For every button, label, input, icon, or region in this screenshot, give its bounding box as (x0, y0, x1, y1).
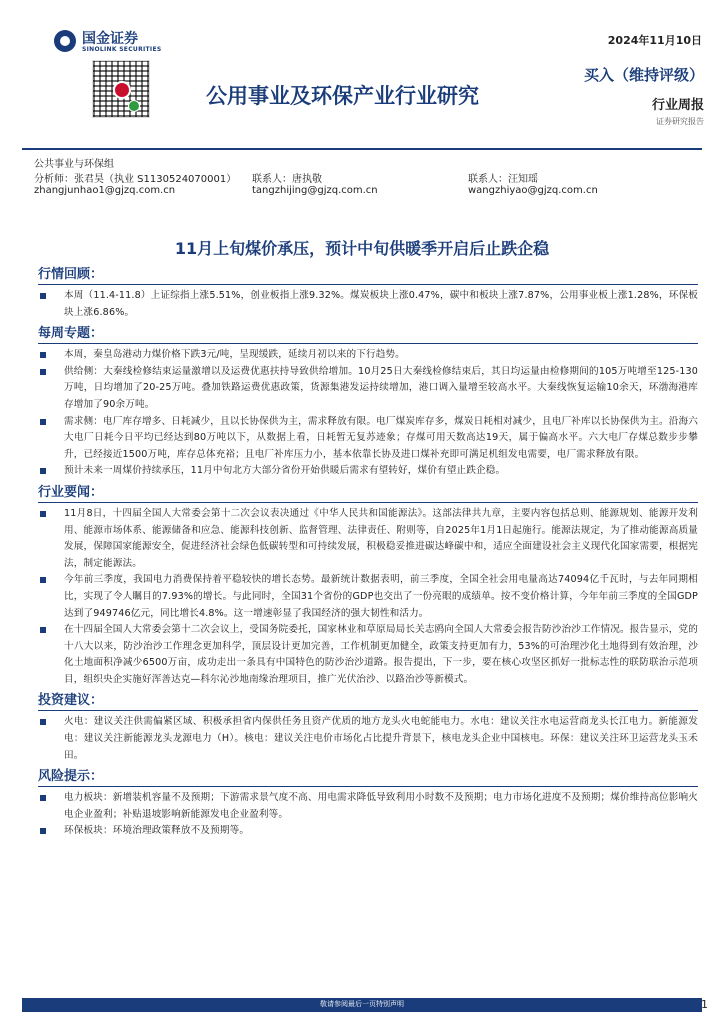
section (38, 483, 698, 689)
section (38, 265, 698, 321)
bullet-icon (40, 627, 46, 633)
bullet-icon (40, 468, 46, 474)
list-item-text: 环保板块：环境治理政策释放不及预期等。 (64, 825, 250, 837)
list-item (38, 823, 698, 840)
list-item-text: 今年前三季度，我国电力消费保持着平稳较快的增长态势。最新统计数据表明，前三季度，全国全社会用电量高达74094亿千瓦时，与去年同期相比，实现了令人瞩目的7.93%的增长。与此同时，全国31个省份的GDP也交出了一份亮眼的成绩单。按不变价格计算，今年年前三季度的全国GDP达到了949746亿元，同比增长4.8%。这一增速彰显了我国经济的强大韧性和活力。 (64, 574, 698, 619)
bullet-icon (40, 719, 46, 725)
report-date: 2024年11月10日 (607, 34, 702, 47)
analyst-3-email[interactable]: wangzhiyao@gjzq.com.cn (468, 185, 598, 196)
list-item (38, 572, 698, 622)
header-divider (22, 148, 702, 150)
bullet-icon (40, 369, 46, 375)
section-heading: 行业要闻： (38, 483, 698, 503)
analyst-2: 联系人：唐执敬 (252, 174, 322, 185)
list-item-text: 11月8日，十四届全国人大常委会第十二次会议表决通过《中华人民共和国能源法》。这部法律共九章，主要内容包括总则、能源规划、能源开发利用、能源市场体系、能源储备和应急、能源科技创新、监督管理、法律责任、附则等，自2025年1月1日起施行。能源法规定，为了推动能源高质量发展，保障国家能源安全，促进经济社会绿色低碳转型和可持续发展，积极稳妥推进碳达峰碳中和，适应全面建设社会主义现代化国家需要，根据宪法，制定能源法。 (64, 507, 698, 569)
bullet-icon (40, 293, 46, 299)
analyst-2-email[interactable]: tangzhijing@gjzq.com.cn (252, 185, 378, 196)
list-item (38, 364, 698, 414)
report-title: 11月上旬煤价承压，预计中旬供暖季开启后止跌企稳 (174, 239, 550, 258)
section (38, 691, 698, 764)
report-type: 行业周报 (651, 98, 704, 113)
list-item (38, 714, 698, 764)
list-item (38, 463, 698, 480)
section-heading: 投资建议： (38, 691, 698, 711)
list-item-text: 火电：建议关注供需偏紧区域、积极承担省内保供任务且资产优质的地方龙头火电蛇能电力。水电：建议关注水电运营商龙头长江电力。新能源发电：建议关注新能源龙头龙源电力（H）。核电：建议关注电价市场化占比提升背景下，核电龙头企业中国核电。环保：建议关注环卫运营龙头玉禾田。 (64, 716, 698, 761)
section (38, 767, 698, 840)
section (38, 324, 698, 480)
list-item-text: 需求侧：电厂库存增多、日耗减少，且以长协保供为主，需求释放有限。电厂煤炭库存多，煤炭日耗相对减少，且电厂补库以长协保供为主。沿海六大电厂日耗今日平均已经达到80万吨以下，从数据上看，日耗暂无复苏迹象；存煤可用天数高达19天，属于偏高水平。六大电厂存煤总数步步攀升，已经接近1500万吨，库存总体充裕；且电厂补库压力小，基本依靠长协及进口煤补充即可满足机组发电需要，电厂需求释放有限。 (64, 415, 698, 460)
logo-name-cn: 国金证券 (82, 31, 138, 47)
logo-icon (54, 30, 76, 52)
list-item (38, 790, 698, 823)
list-item (38, 347, 698, 364)
list-item-text: 本周，秦皇岛港动力煤价格下跌3元/吨，呈现缓跌，延续月初以来的下行趋势。 (64, 349, 405, 361)
section-list (38, 787, 698, 840)
list-item-text: 电力板块：新增装机容量不及预期；下游需求景气度不高、用电需求降低导致利用小时数不及预期；电力市场化进度不及预期；煤价维持高位影响火电企业盈利；补贴退坡影响新能源发电企业盈利等。 (64, 792, 698, 820)
bullet-icon (40, 577, 46, 583)
rating: 买入（维持评级） (583, 66, 704, 84)
list-item-text: 供给侧：大秦线检修结束运量激增以及运费优惠扶持导致供给增加。10月25日大秦线检修结束后，其日均运量由检修期间的105万吨增至125-130万吨，日均增加了20-25万吨。叠加铁路运费优惠政策，货源集港发运持续增加，港口调入量增至较高水平。大秦线恢复运输10余天，环渤海港库存增加了90余万吨。 (64, 365, 698, 410)
section-heading: 每周专题： (38, 324, 698, 344)
section-heading: 行情回顾： (38, 265, 698, 285)
analyst-1: 分析师：张君昊（执业 S1130524070001） (34, 174, 237, 185)
list-item-text: 本周（11.4-11.8）上证综指上涨5.51%，创业板指上涨9.32%。煤炭板块上涨0.47%，碳中和板块上涨7.87%，公用事业板上涨1.28%，环保板块上涨6.86%。 (64, 290, 698, 318)
bullet-icon (40, 511, 46, 517)
list-item (38, 288, 698, 321)
list-item (38, 506, 698, 572)
section-list (38, 344, 698, 480)
page-number: 1 (701, 998, 708, 1011)
section-list (38, 503, 698, 689)
bullet-icon (40, 419, 46, 425)
bullet-icon (40, 352, 46, 358)
list-item-text: 在十四届全国人大常委会第十二次会议上，受国务院委托，国家林业和草原局局长关志鸥向全国人大常委会报告防沙治沙工作情况。报告显示，党的十八大以来，防沙治沙工作理念更加科学，顶层设计更加完善，工作机制更加健全，政策支持更加有力，53%的可治理沙化土地得到有效治理，沙化土地面积净减少6500万亩，成功走出一条具有中国特色的防沙治沙道路。报告提出，下一步，要在核心攻坚区抓好一批标志性的联防联治示范项目，组织央企实施好浑善达克—科尔沁沙地南缘治理项目，推广光伏治沙、以路治沙等新模式。 (64, 624, 698, 685)
report-subtype: 证券研究报告 (656, 117, 704, 126)
bullet-icon (40, 795, 46, 801)
footer-disclaimer[interactable]: 敬请参阅最后一页特别声明 (320, 1000, 404, 1008)
analyst-3: 联系人：汪知瑶 (468, 174, 538, 185)
list-item (38, 414, 698, 464)
bullet-icon (40, 828, 46, 834)
section-heading: 风险提示： (38, 767, 698, 787)
header-title: 公用事业及环保产业行业研究 (206, 84, 479, 108)
section-list (38, 285, 698, 321)
qr-badge-icon (113, 81, 131, 99)
logo-name-en: SINOLINK SECURITIES (82, 46, 162, 53)
analyst-group: 公共事业与环保组 (34, 159, 114, 170)
mini-program-icon (128, 100, 140, 112)
list-item-text: 预计未来一周煤价持续承压，11月中旬北方大部分省份开始供暖后需求有望转好，煤价有望止跌企稳。 (64, 465, 506, 477)
report-body (38, 265, 698, 840)
list-item (38, 622, 698, 688)
analyst-1-email[interactable]: zhangjunhao1@gjzq.com.cn (34, 185, 176, 196)
section-list (38, 711, 698, 764)
